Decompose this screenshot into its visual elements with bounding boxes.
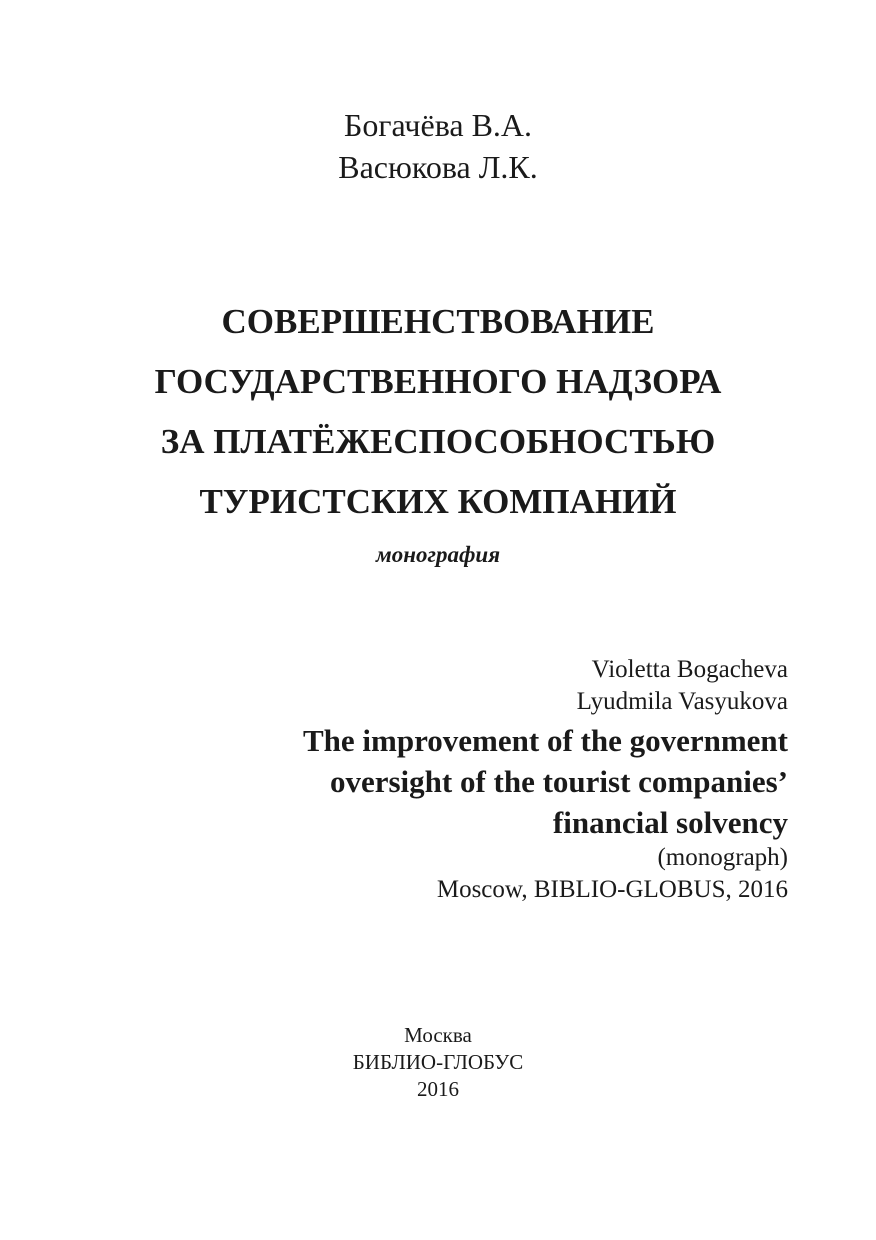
title-ru-line-2: ГОСУДАРСТВЕННОГО НАДЗОРА: [154, 362, 722, 401]
title-en-line-1: The improvement of the government: [302, 723, 788, 758]
title-en-line-3: financial solvency: [552, 805, 788, 840]
author-en-1: Violetta Bogacheva: [591, 656, 788, 683]
imprint: [0, 1022, 876, 1103]
author-en-2: Lyudmila Vasyukova: [576, 688, 788, 715]
authors-ru: [0, 104, 876, 188]
title-ru: [0, 292, 876, 532]
publication-en: Moscow, BIBLIO-GLOBUS, 2016: [436, 876, 788, 903]
imprint-publisher: БИБЛИО-ГЛОБУС: [352, 1050, 524, 1074]
english-summary: [148, 654, 788, 907]
title-ru-line-3: ЗА ПЛАТЁЖЕСПОСОБНОСТЬЮ: [160, 422, 716, 461]
imprint-city: Москва: [404, 1023, 472, 1047]
imprint-year: 2016: [417, 1077, 459, 1101]
title-ru-line-4: ТУРИСТСКИХ КОМПАНИЙ: [199, 482, 677, 521]
author-ru-1: Богачёва В.А.: [343, 107, 533, 143]
title-ru-line-1: СОВЕРШЕНСТВОВАНИЕ: [221, 302, 655, 341]
subtitle-ru: монография: [375, 542, 501, 567]
author-ru-2: Васюкова Л.К.: [338, 149, 538, 185]
type-en: (monograph): [657, 844, 788, 871]
title-en-line-2: oversight of the tourist companies’: [329, 764, 788, 799]
